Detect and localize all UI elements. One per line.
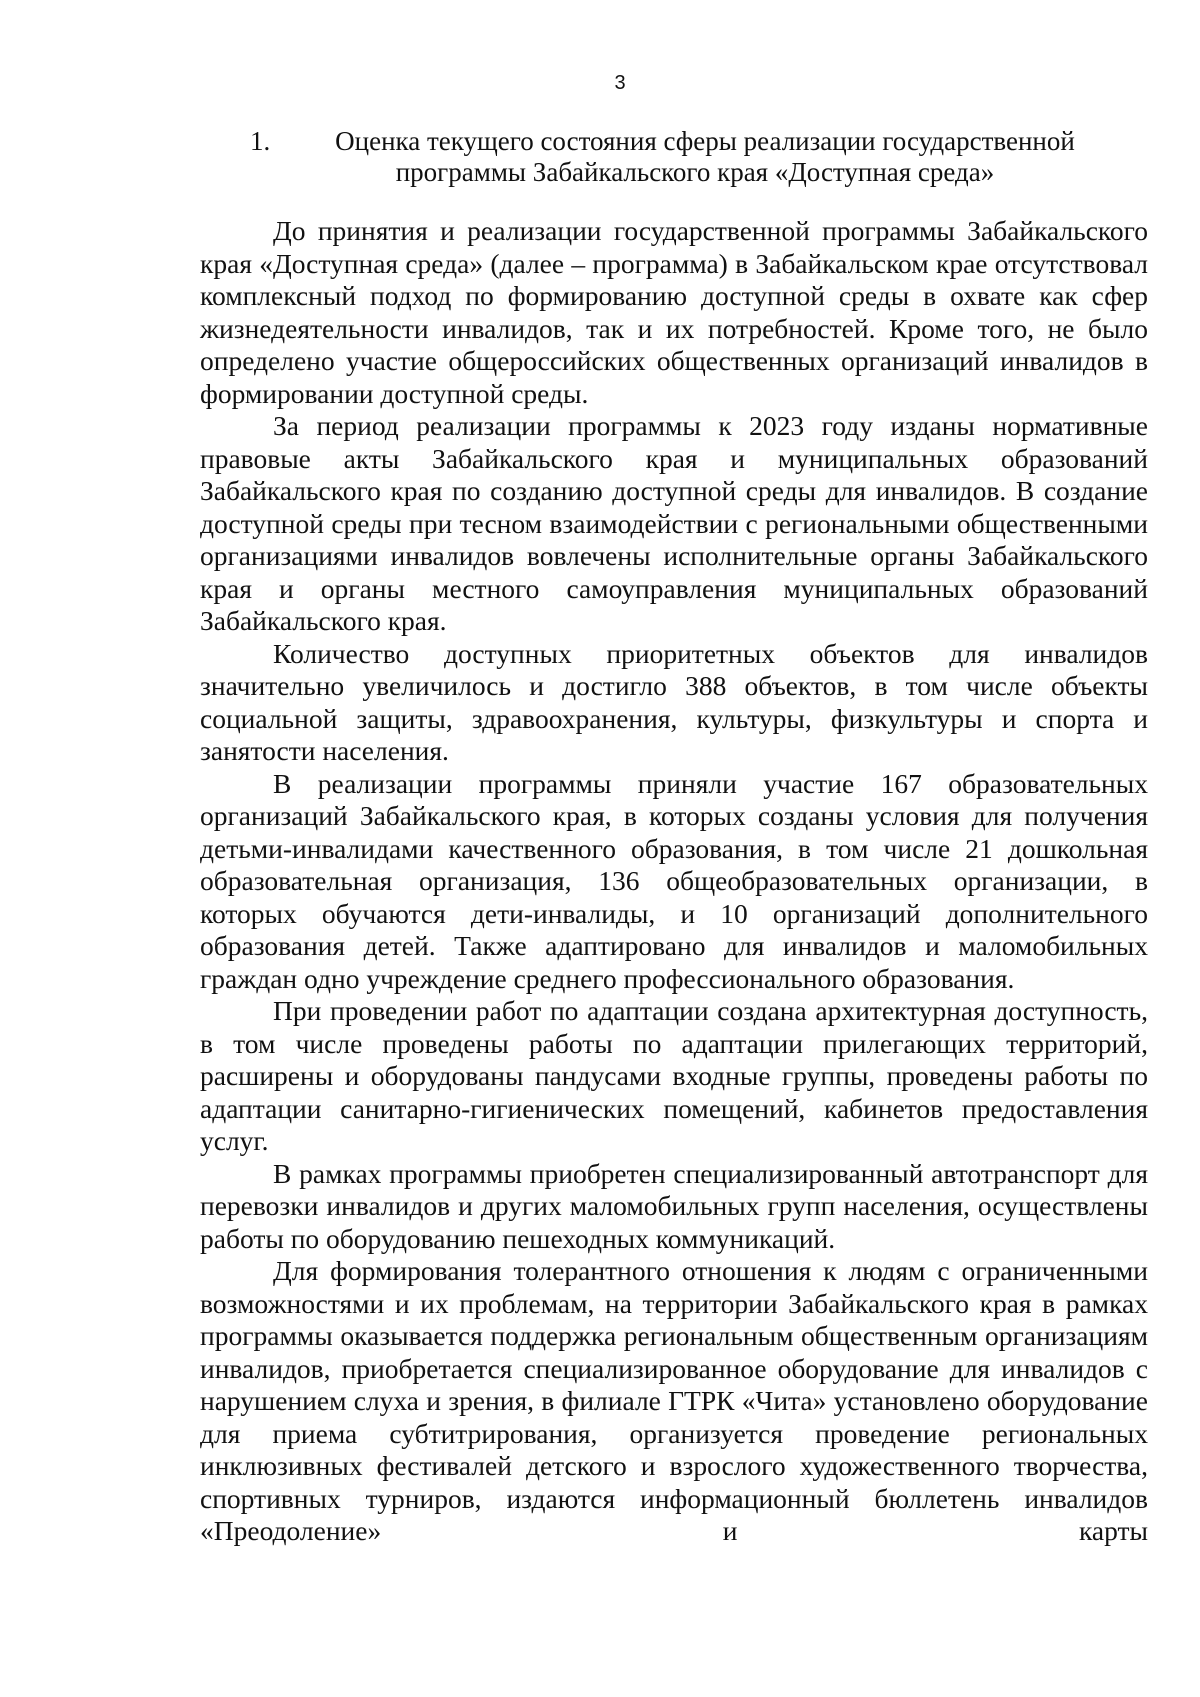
paragraph: До принятия и реализации государственной программы Забайкальского края «Доступная среда» (далее – программа) в Забайкальском крае отсутствовал комплексный подход по формированию доступной среды в охвате как сфер жизнедеятельности инвалидов, так и их потребностей. Кроме того, не было определено участие общероссийских общественных организаций инвалидов в формировании доступной среды.	[200, 215, 1148, 409]
section-number: 1.	[250, 126, 271, 156]
paragraph: Количество доступных приоритетных объектов для инвалидов значительно увеличилось и достигло 388 объектов, в том числе объекты социальной защиты, здравоохранения, культуры, физкультуры и спорта и занятости населения.	[200, 637, 1148, 766]
paragraph: В реализации программы приняли участие 167 образовательных организаций Забайкальского края, в которых созданы условия для получения детьми-инвалидами качественного образования, в том числе 21 дошкольная образовательная организация, 136 общеобразовательных организации, в которых обучаются дети-инвалиды, и 10 организаций дополнительного образования детей. Также адаптировано для инвалидов и маломобильных граждан одно учреждение среднего профессионального образования.	[200, 767, 1148, 994]
section-heading	[200, 126, 1150, 188]
section-body	[200, 215, 1148, 1548]
section-heading-line-1	[200, 126, 1150, 157]
paragraph: Для формирования толерантного отношения к людям с ограниченными возможностями и их проблемам, на территории Забайкальского края в рамках программы оказывается поддержка региональным общественным организациям инвалидов, приобретается специализированное оборудование для инвалидов с нарушением слуха и зрения, в филиале ГТРК «Чита» установлено оборудование для приема субтитрирования, организуется проведение региональных инклюзивных фестивалей детского и взрослого художественного творчества, спортивных турниров, издаются информационный бюллетень инвалидов «Преодоление» и карты	[200, 1255, 1148, 1546]
paragraph: При проведении работ по адаптации создана архитектурная доступность, в том числе проведены работы по адаптации прилегающих территорий, расширены и оборудованы пандусами входные группы, проведены работы по адаптации санитарно-гигиенических помещений, кабинетов предоставления услуг.	[200, 995, 1148, 1156]
section-title-part-1: Оценка текущего состояния сферы реализации государственной	[335, 126, 1075, 156]
page-number: 3	[614, 72, 626, 94]
section-heading-line-2: программы Забайкальского края «Доступная среда»	[395, 157, 995, 187]
paragraph: За период реализации программы к 2023 году изданы нормативные правовые акты Забайкальского края и муниципальных образований Забайкальского края по созданию доступной среды для инвалидов. В создание доступной среды при тесном взаимодействии с региональными общественными организациями инвалидов вовлечены исполнительные органы Забайкальского края и органы местного самоуправления муниципальных образований Забайкальского края.	[200, 410, 1148, 636]
paragraph: В рамках программы приобретен специализированный автотранспорт для перевозки инвалидов и других маломобильных групп населения, осуществлены работы по оборудованию пешеходных коммуникаций.	[200, 1157, 1148, 1254]
